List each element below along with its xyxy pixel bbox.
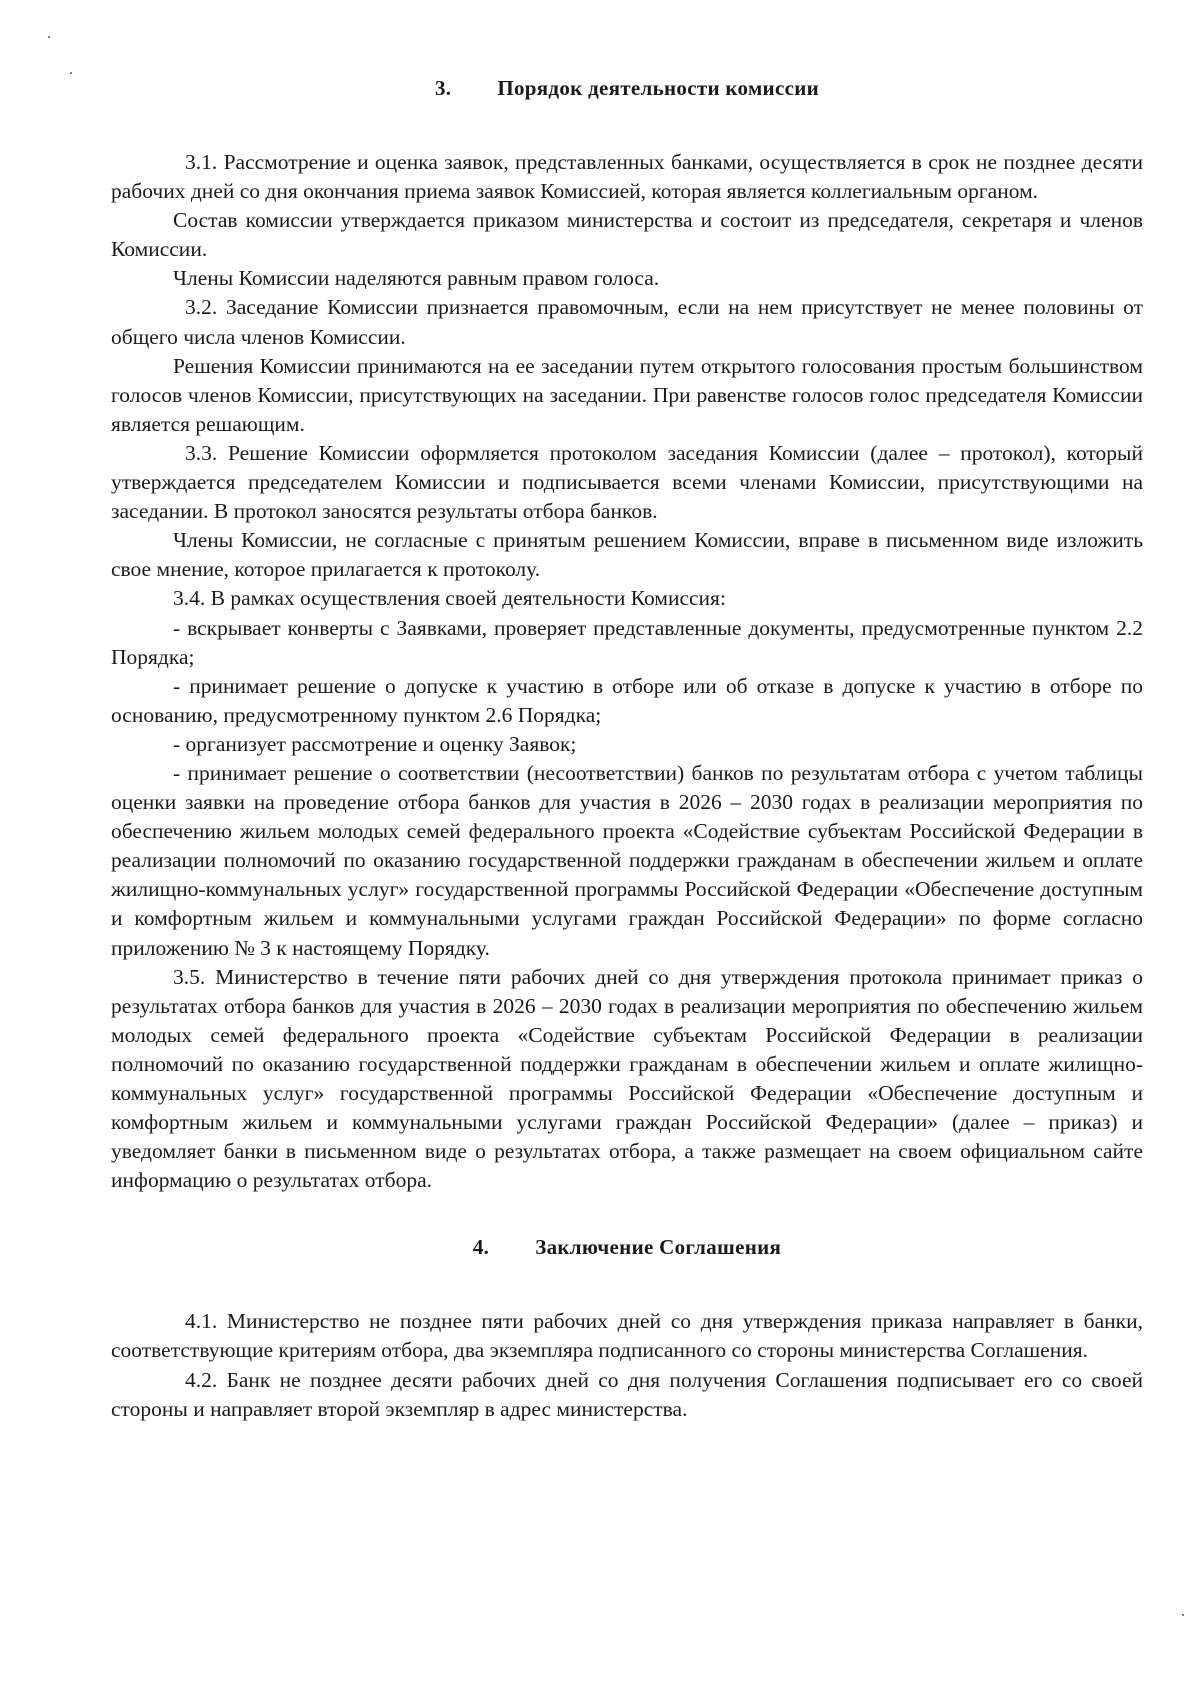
scan-speck xyxy=(48,36,50,38)
list-item-admission-decision: - принимает решение о допуске к участию в отборе или об отказе в допуске к участию в отборе по основанию, предусмотренному пунктом 2.6 Порядка; xyxy=(111,673,1143,727)
section-4-title: Заключение Соглашения xyxy=(535,1235,782,1260)
document-body xyxy=(111,74,1143,1424)
paragraph-3-2: 3.2. Заседание Комиссии признается правомочным, если на нем присутствует не менее половины от общего числа членов Комиссии. xyxy=(111,295,1143,349)
scan-speck xyxy=(70,72,72,74)
scan-speck xyxy=(1182,1614,1184,1616)
list-item-compliance-decision: - принимает решение о соответствии (несоответствии) банков по результатам отбора с учетом таблицы оценки заявки на проведение отбора банков для участия в 2026 – 2030 годах в реализации мероприятия по обеспечению жильем молодых семей федерального проекта «Содействие субъектам Российской Федерации в реализации полномочий по оказанию государственной поддержки гражданам в обеспечении жильем и оплате жилищно-коммунальных услуг» государственной программы Российской Федерации «Обеспечение доступным и комфортным жильем и коммунальными услугами граждан Российской Федерации» по форме согласно приложению № 3 к настоящему Порядку. xyxy=(111,760,1143,960)
paragraph-commission-composition: Состав комиссии утверждается приказом министерства и состоит из председателя, секретаря и членов Комиссии. xyxy=(111,208,1143,262)
section-3-number: 3. xyxy=(435,76,452,100)
paragraph-4-1: 4.1. Министерство не позднее пяти рабочих дней со дня утверждения приказа направляет в банки, соответствующие критериям отбора, два экземпляра подписанного со стороны министерства Соглашения. xyxy=(111,1309,1143,1363)
paragraph-3-3: 3.3. Решение Комиссии оформляется протоколом заседания Комиссии (далее – протокол), который утверждается председателем Комиссии и подписывается всеми членами Комиссии, присутствующими на заседании. В протокол заносятся результаты отбора банков. xyxy=(111,440,1143,524)
paragraph-decisions: Решения Комиссии принимаются на ее заседании путем открытого голосования простым большинством голосов членов Комиссии, присутствующих на заседании. При равенстве голосов голос председателя Комиссии является решающим. xyxy=(111,353,1143,436)
list-item-open-envelopes: - вскрывает конверты с Заявками, проверяет представленные документы, предусмотренные пунктом 2.2 Порядка; xyxy=(111,615,1143,669)
paragraph-3-1: 3.1. Рассмотрение и оценка заявок, представленных банками, осуществляется в срок не позднее десяти рабочих дней со дня окончания приема заявок Комиссией, которая является коллегиальным органом. xyxy=(111,150,1143,204)
list-item-organize-review: - организует рассмотрение и оценку Заявок; xyxy=(173,731,577,756)
paragraph-equal-vote: Члены Комиссии наделяются равным правом голоса. xyxy=(173,266,660,291)
paragraph-dissent: Члены Комиссии, не согласные с принятым решением Комиссии, вправе в письменном виде изложить свое мнение, которое прилагается к протоколу. xyxy=(111,528,1143,582)
paragraph-4-2: 4.2. Банк не позднее десяти рабочих дней со дня получения Соглашения подписывает его со своей стороны и направляет второй экземпляр в адрес министерства. xyxy=(111,1367,1143,1421)
section-4-number: 4. xyxy=(472,1235,490,1260)
section-4-heading xyxy=(111,1233,1143,1261)
section-3-title: Порядок деятельности комиссии xyxy=(497,76,819,100)
paragraph-3-4: 3.4. В рамках осуществления своей деятельности Комиссия: xyxy=(173,586,726,611)
paragraph-3-5: 3.5. Министерство в течение пяти рабочих дней со дня утверждения протокола принимает приказ о результатах отбора банков для участия в 2026 – 2030 годах в реализации мероприятия по обеспечению жильем молодых семей федерального проекта «Содействие субъектам Российской Федерации в реализации полномочий по оказанию государственной поддержки гражданам в обеспечении жильем и оплате жилищно-коммунальных услуг» государственной программы Российской Федерации «Обеспечение доступным и комфортным жильем и коммунальными услугами граждан Российской Федерации» (далее – приказ) и уведомляет банки в письменном виде о результатах отбора, а также размещает на своем официальном сайте информацию о результатах отбора. xyxy=(111,964,1143,1193)
section-3-heading xyxy=(111,74,1143,102)
